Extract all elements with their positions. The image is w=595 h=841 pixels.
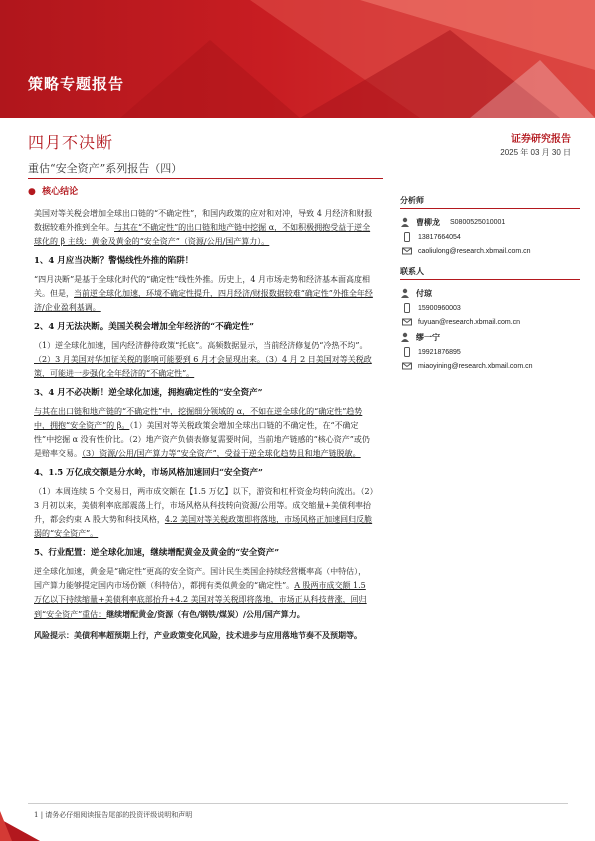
p5-underlined: A 股两市成交额 1.5 万亿以下持续缩量+美债利率底部抬升+4.2 美国对等关税即将落地，市场正从科技普涨，回归到“安全资产”重估： xyxy=(34,581,367,619)
report-date: 2025 年 03 月 30 日 xyxy=(500,148,571,157)
analyst-panel xyxy=(400,195,580,373)
section-heading-2: 2、4 月无法决断。美国关税会增加全年经济的“不确定性” xyxy=(34,322,255,332)
section-paragraph-3 xyxy=(34,405,374,461)
intro-paragraph xyxy=(34,207,374,249)
contact-row xyxy=(400,285,580,301)
core-conclusion-heading xyxy=(28,184,78,197)
phone-icon xyxy=(402,347,412,357)
email-icon xyxy=(402,246,412,256)
p2-underlined: （2）3 月美国对华加征关税的影响可能要到 6 月才会显现出来。（3）4 月 2 日美国对等关税政策，可能进一步强化全年经济的“不确定性”。 xyxy=(34,355,372,378)
contact-phone: 19921876895 xyxy=(418,348,461,356)
analyst-heading: 分析师 xyxy=(400,195,580,209)
phone-icon xyxy=(402,303,412,313)
contact-email-row xyxy=(402,359,580,373)
section-paragraph-4 xyxy=(34,485,374,541)
email-icon xyxy=(402,361,412,371)
title-divider xyxy=(28,178,383,179)
page-number: 1 xyxy=(34,811,39,819)
corner-decoration xyxy=(0,811,595,841)
section-paragraph-1 xyxy=(34,273,374,315)
contact-name: 缪一宁 xyxy=(416,331,440,342)
p5-text: 逆全球化加速，黄金是“确定性”更高的安全资产。国计民生类国企持续经营概率高（中特估），国产算力能够提定国内市场份额（科特估），都拥有类似黄金的“确定性”。 xyxy=(34,567,367,590)
section-heading-1: 1、4 月应当决断？警惕线性外推的陷阱！ xyxy=(34,256,194,266)
contact-row xyxy=(400,329,580,345)
header-banner xyxy=(0,0,595,118)
contact-phone-row xyxy=(402,301,580,315)
report-title: 四月不决断 xyxy=(28,133,114,152)
main-content xyxy=(34,207,374,648)
footer-divider xyxy=(28,803,568,804)
banner-title: 策略专题报告 xyxy=(28,75,125,93)
analyst-email[interactable]: caoliulong@research.xbmail.com.cn xyxy=(418,247,531,255)
analyst-email-row xyxy=(402,244,580,258)
footer-separator: | xyxy=(40,811,46,819)
email-icon xyxy=(402,317,412,327)
p3-text: （1）美国对等关税政策会增加全球出口链的不确定性，在“不确定性”中挖掘 α 没有性价比。（2）地产资产负债表修复需要时间，当前地产链感的“核心资产”或仍是赔率交易。 xyxy=(34,421,370,458)
footer-note: 请务必仔细阅读报告尾部的投资评级说明和声明 xyxy=(45,811,193,819)
p1-text: “四月决断”是基于全球化时代的“确定性”线性外推。历史上，4 月市场走势和经济基本面高度相关。但是， xyxy=(34,275,370,298)
bullet-icon: ● xyxy=(28,187,43,197)
section-heading-5: 5、行业配置：逆全球化加速，继续增配黄金及黄金的“安全资产” xyxy=(34,548,280,558)
person-icon xyxy=(400,288,410,298)
p2-text: （1）逆全球化加速，国内经济静待政策“托底”。高频数据显示，当前经济修复仍“冷热不均”。 xyxy=(34,341,368,350)
core-label: 核心结论 xyxy=(42,187,79,197)
analyst-row xyxy=(400,214,580,230)
intro-text: 美国对等关税会增加全球出口链的“不确定性”，和国内政策的应对和对冲，导致 4 月经济和财报数据较难外推到全年。 xyxy=(34,209,373,232)
person-icon xyxy=(400,217,410,227)
report-type: 证券研究报告 xyxy=(511,134,571,145)
analyst-phone: 13817664054 xyxy=(418,233,461,241)
analyst-cert: S0800525010001 xyxy=(450,218,506,226)
banner-decoration xyxy=(0,0,595,118)
contacts-heading: 联系人 xyxy=(400,266,580,280)
contact-name: 付琼 xyxy=(416,287,432,298)
analyst-name: 曹柳龙 xyxy=(416,216,440,227)
report-subtitle: 重估“安全资产”系列报告（四） xyxy=(28,162,183,175)
p4-underlined: 4.2 美国对等关税政策即将落地，市场风格正加速回归反脆弱的“安全资产”。 xyxy=(34,515,373,538)
p4-text: （1）本周连续 5 个交易日，两市成交额在【1.5 万亿】以下，游资和杠杆资金均转向流出。（2）3 月初以来，美债利率底部震荡上行，市场风格从科技转向资源/公用等。成交缩量+美债利率抬升，都会约束 A 股大势和科技风格， xyxy=(34,487,374,524)
p3-underlined: （3）资源/公用/国产算力等“安全资产”，受益于逆全球化趋势且和地产链脱敏。 xyxy=(82,449,361,458)
p1-underlined: 当前逆全球化加速，环境不确定性提升，四月经济/财报数据较难“确定性”外推全年经济/企业盈利基调。 xyxy=(34,289,373,312)
contact-email[interactable]: fuyuan@research.xbmail.com.cn xyxy=(418,318,521,326)
analyst-phone-row xyxy=(402,230,580,244)
risk-warning: 风险提示：美债利率超预期上行，产业政策变化风险，技术进步与应用落地节奏不及预期等。 xyxy=(34,630,362,640)
phone-icon xyxy=(402,232,412,242)
contact-email-row xyxy=(402,315,580,329)
section-heading-3: 3、4 月不必决断！逆全球化加速，拥抱确定性的“安全资产” xyxy=(34,388,263,398)
contact-phone: 15900960003 xyxy=(418,304,461,312)
p5-bold: 继续增配黄金/资源（有色/钢铁/煤炭）/公用/国产算力。 xyxy=(106,609,305,619)
p3-underlined-lead: 与其在出口链和地产链的“不确定性”中，挖掘细分领域的 α，不如在逆全球化的“确定性”趋势中，拥抱“安全资产”的 β。 xyxy=(34,407,363,430)
section-paragraph-5 xyxy=(34,565,374,622)
contact-email[interactable]: miaoyining@research.xbmail.com.cn xyxy=(418,362,533,370)
contact-phone-row xyxy=(402,345,580,359)
section-heading-4: 4、1.5 万亿成交额是分水岭，市场风格加速回归“安全资产” xyxy=(34,468,263,478)
section-paragraph-2 xyxy=(34,339,374,381)
person-icon xyxy=(400,332,410,342)
intro-underlined: 与其在“不确定性”的出口链和地产链中挖掘 α，不如积极拥抱受益于逆全球化的 β 主线：黄金及黄金的“安全资产”（资源/公用/国产算力）。 xyxy=(34,223,371,246)
